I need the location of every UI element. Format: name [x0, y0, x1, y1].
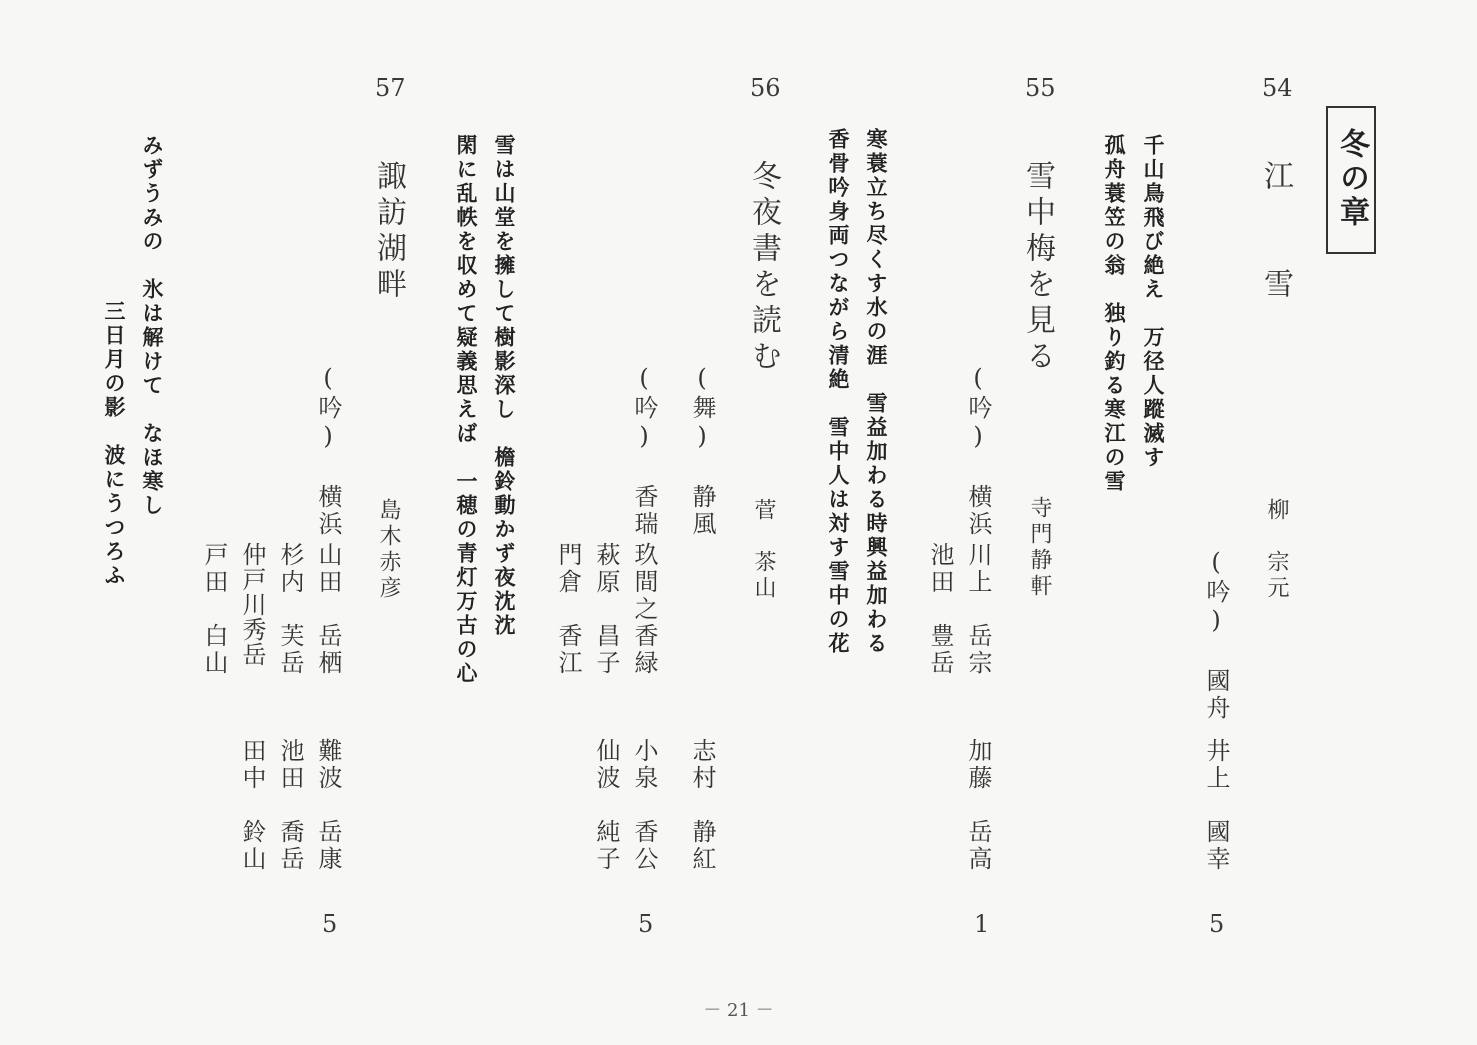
entry-56-title: 冬夜書を読む [746, 160, 781, 376]
entry-56-performer-5: 仙波 純子 [592, 738, 620, 873]
entry-57-performer-4: 戸田 白山 [200, 542, 228, 677]
entry-54-title: 江 雪 [1258, 160, 1293, 322]
entry-56-poem-line-2: 閑に乱帙を収めて疑義思えば 一穂の青灯万古の心 [454, 134, 479, 686]
entry-57-poem-line-1: みずうみの 氷は解けて なほ寒し [140, 134, 165, 518]
entry-57-poem-line-2: 三日月の影 波にうつろふ [102, 300, 127, 588]
entry-57-number: 57 [375, 74, 406, 102]
chapter-heading [1326, 106, 1376, 254]
entry-57-title: 諏訪湖畔 [371, 160, 406, 304]
page-number: － 21 － [703, 1000, 774, 1021]
entry-55-performer-3: 加藤 岳高 [964, 738, 992, 873]
entry-56-performer-1: 玖間之香緑 [630, 542, 658, 677]
entry-55-poem-line-1: 寒蓑立ち尽くす水の涯 雪益加わる時興益加わる [864, 128, 889, 656]
entry-55-title: 雪中梅を見る [1020, 160, 1055, 376]
entry-57-performer-1: 山田 岳栖 [314, 542, 342, 677]
entry-56-performer-2: 萩原 昌子 [592, 542, 620, 677]
entry-54-count: 5 [1209, 910, 1225, 938]
entry-56-dancer-1: 志村 静紅 [688, 738, 716, 873]
entry-56-count: 5 [638, 910, 654, 938]
entry-56-author: 菅 茶山 [751, 498, 776, 602]
chapter-title: 冬の章 [1334, 128, 1369, 230]
entry-57-performer-3: 仲戸川秀岳 [238, 542, 266, 667]
entry-54-poem-line-1: 千山鳥飛び絶え 万径人蹤滅す [1141, 134, 1166, 470]
entry-54-author: 柳 宗元 [1264, 498, 1289, 602]
entry-57-count: 5 [322, 910, 338, 938]
entry-56-dance: (舞) 静風 [688, 364, 716, 538]
entry-57-performer-7: 田中 鈴山 [238, 738, 266, 873]
entry-57-performer-5: 難波 岳康 [314, 738, 342, 873]
entry-55-performer-2: 池田 豊岳 [926, 542, 954, 677]
entry-56-poem-line-1: 雪は山堂を擁して樹影深し 檐鈴動かず夜沈沈 [492, 134, 517, 638]
entry-54-poem-line-2: 孤舟蓑笠の翁 独り釣る寒江の雪 [1102, 134, 1127, 494]
entry-54-performer-1: 井上 國幸 [1202, 738, 1230, 873]
entry-56-number: 56 [750, 74, 781, 102]
entry-57-performer-6: 池田 喬岳 [276, 738, 304, 873]
entry-57-author: 島木赤彦 [376, 498, 401, 602]
entry-56-performer-4: 小泉 香公 [630, 738, 658, 873]
entry-55-performance: (吟) 横浜 [964, 364, 992, 538]
entry-55-count: 1 [974, 910, 990, 938]
entry-54-performance: (吟) 國舟 [1202, 548, 1230, 722]
entry-55-author: 寺門静軒 [1027, 496, 1052, 600]
entry-57-performer-2: 杉内 芙岳 [276, 542, 304, 677]
entry-55-performer-1: 川上 岳宗 [964, 542, 992, 677]
entry-55-number: 55 [1025, 74, 1056, 102]
entry-54-number: 54 [1262, 74, 1293, 102]
entry-56-performance: (吟) 香瑞 [630, 364, 658, 538]
entry-55-poem-line-2: 香骨吟身両つながら清絶 雪中人は対す雪中の花 [826, 128, 851, 656]
entry-57-performance: (吟) 横浜 [314, 364, 342, 538]
entry-56-performer-3: 門倉 香江 [554, 542, 582, 677]
